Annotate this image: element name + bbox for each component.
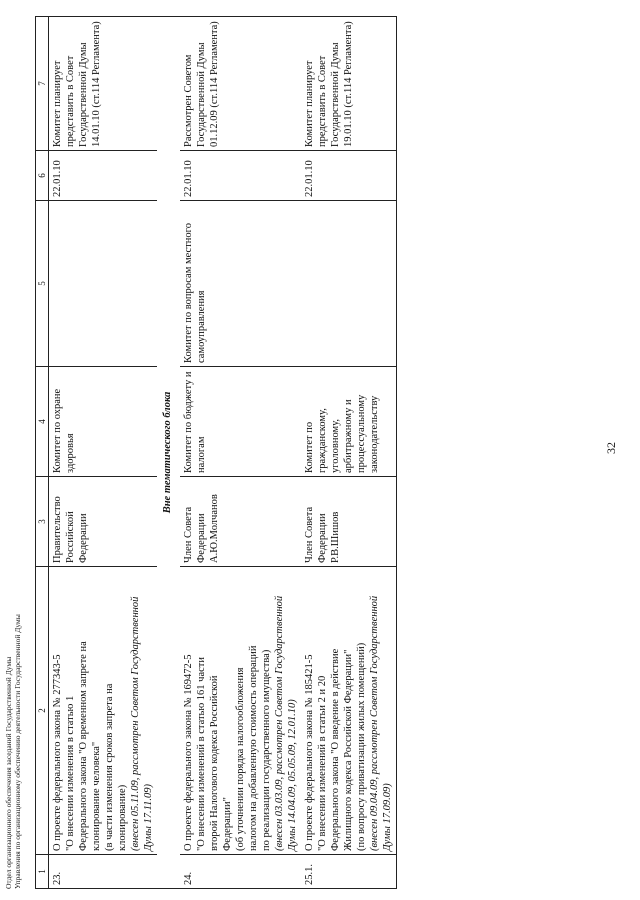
table-row — [180, 17, 301, 889]
footer-line-1: Отдел организационного обеспечения заседаний Государственной Думы — [4, 656, 13, 889]
bill-description — [301, 567, 397, 855]
column-header: 1 — [36, 855, 49, 889]
initiator: Член Совета Федерации Р.В.Шишов — [301, 477, 397, 567]
co-committee: Комитет по вопросам местного самоуправления — [180, 201, 301, 367]
bill-line: Жилищного кодекса Российской Федерации" — [343, 649, 354, 851]
co-committee — [301, 201, 397, 367]
bill-line: второй Налогового кодекса Российской — [209, 675, 220, 851]
table-row — [301, 17, 397, 889]
row-number: 23. — [49, 855, 158, 889]
page-number: 32 — [604, 442, 618, 454]
initiator: Член Совета Федерации А.Ю.Молчанов — [180, 477, 301, 567]
bill-line: О проекте федерального закона № 169472-5 — [183, 654, 194, 851]
bill-line: Федерации" — [222, 797, 233, 851]
row-number: 25.1. — [301, 855, 397, 889]
status-text: Рассмотрен Советом Государственной Думы 01.12.09 (ст.114 Регламента) — [180, 17, 301, 151]
co-committee — [49, 201, 158, 367]
bill-description — [180, 567, 301, 855]
bill-note: (внесен 09.04.09, рассмотрен Советом Государственной Думы 17.09.09) — [369, 595, 393, 851]
responsible-committee: Комитет по гражданскому, уголовному, арбитражному и процессуальному законодательству — [301, 367, 397, 477]
agenda-table — [35, 16, 397, 889]
status-text: Комитет планирует представить в Совет Государственной Думы 14.01.10 (ст.114 Регламента) — [49, 17, 158, 151]
status-text: Комитет планирует представить в Совет Государственной Думы 19.01.10 (ст.114 Регламента) — [301, 17, 397, 151]
bill-note: (внесен 05.11.09, рассмотрен Советом Государственной Думы 17.11.09) — [130, 596, 154, 851]
column-header: 7 — [36, 17, 49, 151]
bill-line: Федерального закона "О временном запрете на — [78, 641, 89, 851]
review-date: 22.01.10 — [49, 151, 158, 201]
bill-line: Федерального закона "О введение в действие — [330, 648, 341, 851]
responsible-committee: Комитет по охране здоровья — [49, 367, 158, 477]
column-header-row — [36, 17, 49, 889]
bill-line: О проекте федерального закона № 277343-5 — [52, 654, 63, 851]
column-header: 3 — [36, 477, 49, 567]
bill-line: (в части изменения сроков запрета на — [104, 683, 115, 851]
row-number: 24. — [180, 855, 301, 889]
bill-line: "О внесении изменения в статью 1 — [65, 695, 76, 851]
initiator: Правительство Российской Федерации — [49, 477, 158, 567]
bill-line: клонирование человека" — [91, 741, 102, 851]
review-date: 22.01.10 — [180, 151, 301, 201]
column-header: 2 — [36, 567, 49, 855]
section-title: Вне тематического блока — [157, 17, 180, 889]
bill-line: О проекте федерального закона № 185421-5 — [304, 654, 315, 851]
bill-line: "О внесении изменений в статью 161 части — [196, 657, 207, 851]
review-date: 22.01.10 — [301, 151, 397, 201]
column-header: 6 — [36, 151, 49, 201]
section-row — [157, 17, 180, 889]
bill-line: (об уточнении порядка налогообложения — [235, 667, 246, 851]
bill-line: налогом на добавленную стоимость операций — [248, 645, 259, 851]
column-header: 5 — [36, 201, 49, 367]
bill-note: (внесен 03.03.09, рассмотрен Советом Государственной Думы 14.04.09, 05.05.09, 12.01.10) — [274, 595, 298, 851]
column-header: 4 — [36, 367, 49, 477]
bill-line: клонирование) — [117, 784, 128, 851]
bill-line: (по вопросу приватизации жилых помещений) — [356, 642, 367, 851]
table-row — [49, 17, 158, 889]
responsible-committee: Комитет по бюджету и налогам — [180, 367, 301, 477]
footer — [4, 614, 22, 889]
bill-line: "О внесении изменений в статьи 2 и 20 — [317, 675, 328, 851]
bill-description — [49, 567, 158, 855]
bill-line: по реализации государственного имущества) — [261, 649, 272, 851]
footer-line-2: Управления по организационному обеспечению деятельности Государственной Думы — [13, 614, 22, 889]
